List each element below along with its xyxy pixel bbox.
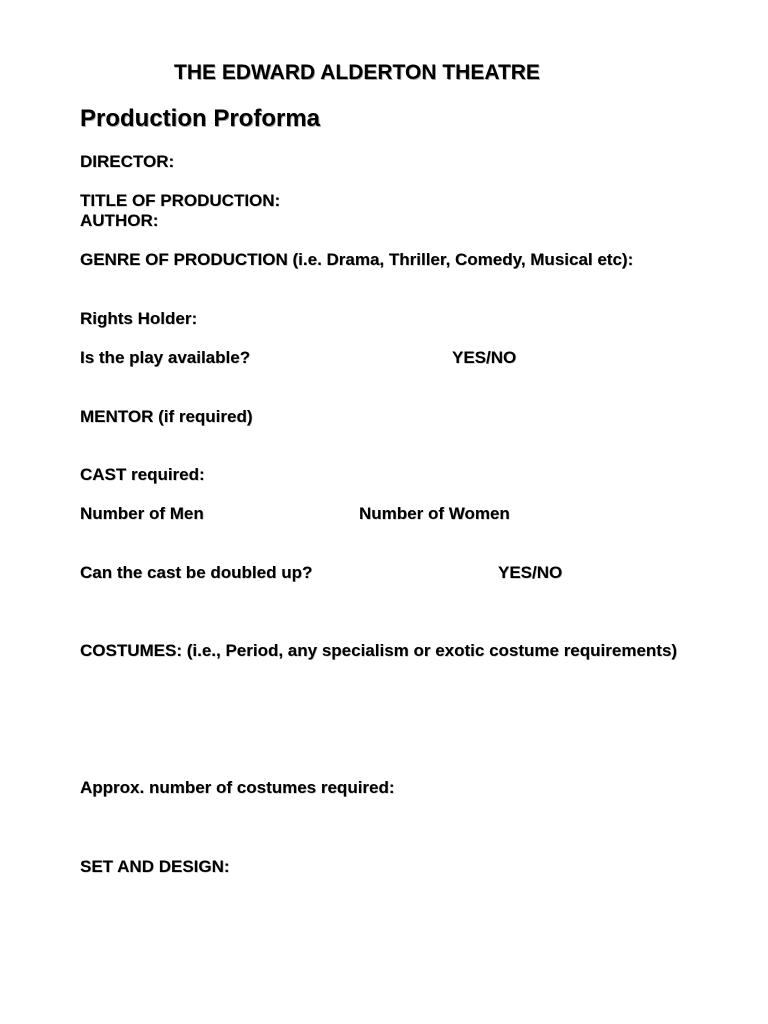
set-and-design-label: SET AND DESIGN: — [80, 857, 230, 876]
cast-required-label: CAST required: — [80, 465, 205, 484]
rights-holder-label: Rights Holder: — [80, 309, 198, 328]
number-of-men-label: Number of Men — [80, 504, 204, 523]
number-of-women-label: Number of Women — [359, 504, 510, 523]
title-of-production-label: TITLE OF PRODUCTION: — [80, 191, 281, 210]
costumes-label: COSTUMES: (i.e., Period, any specialism or exotic costume requirements) — [80, 641, 678, 660]
theatre-name-heading: THE EDWARD ALDERTON THEATRE — [174, 61, 540, 84]
form-title: Production Proforma — [80, 105, 321, 132]
genre-label: GENRE OF PRODUCTION (i.e. Drama, Thriller, Comedy, Musical etc): — [80, 250, 634, 269]
mentor-label: MENTOR (if required) — [80, 407, 253, 426]
cast-doubled-label: Can the cast be doubled up? — [80, 563, 313, 582]
play-available-label: Is the play available? — [80, 348, 251, 367]
play-available-yes-no: YES/NO — [452, 348, 517, 367]
author-label: AUTHOR: — [80, 211, 159, 230]
director-label: DIRECTOR: — [80, 152, 175, 171]
cast-doubled-yes-no: YES/NO — [498, 563, 563, 582]
approx-costumes-label: Approx. number of costumes required: — [80, 778, 395, 797]
